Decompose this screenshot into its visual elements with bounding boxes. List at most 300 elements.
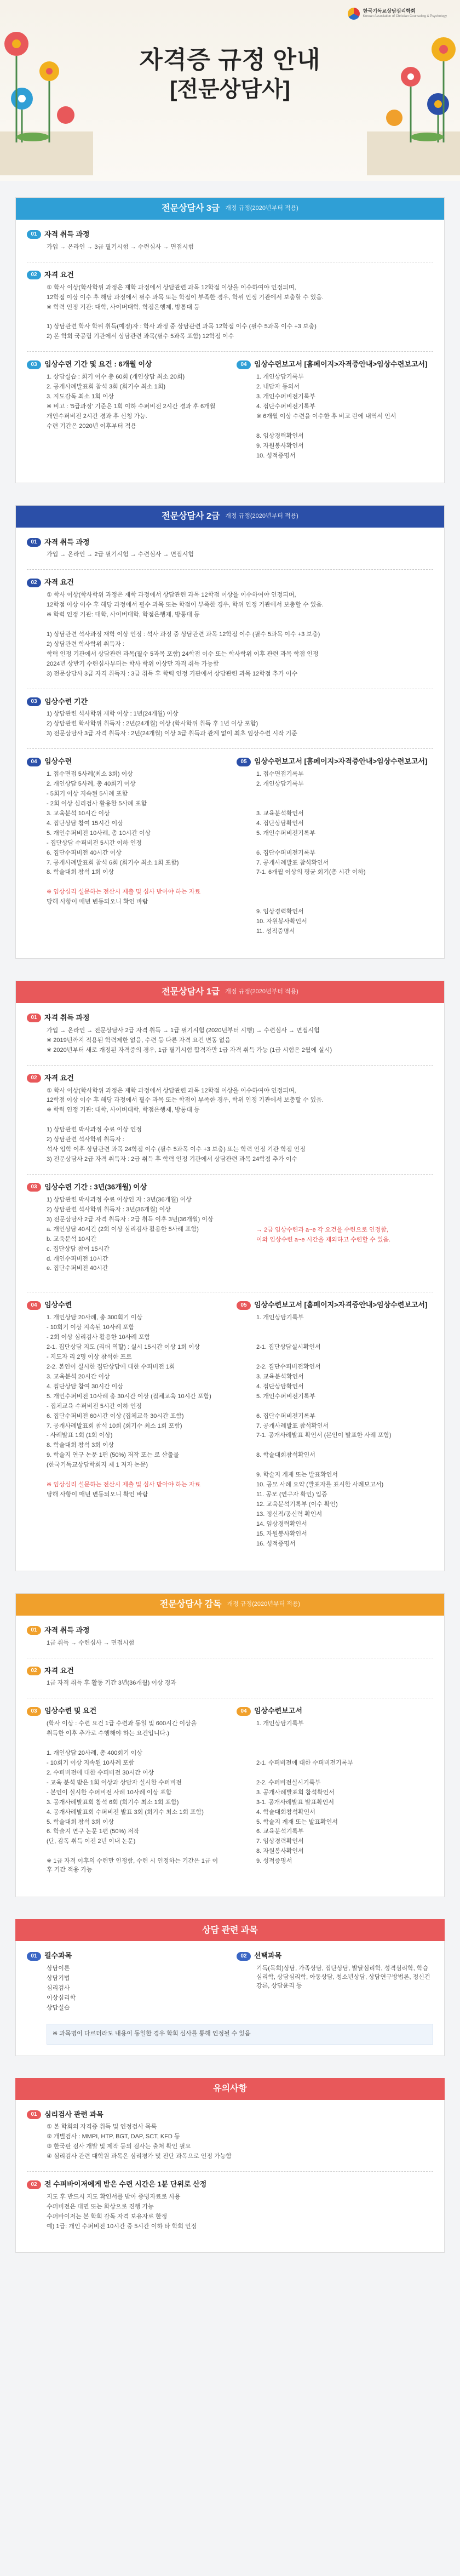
item-title bbox=[27, 2179, 433, 2190]
item-title-text: 자격 요건 bbox=[44, 578, 74, 587]
item-line: 1) 상담관련 박사과정 수료 이상 인정 bbox=[47, 1126, 142, 1134]
item-line: 2. 내담자 동의서 bbox=[256, 383, 300, 391]
item-title bbox=[27, 1666, 433, 1676]
section-title: 전문상담사 1급 bbox=[162, 987, 220, 997]
item-line: ※ 6개월 이상 수련을 이수한 후 비고 란에 내역서 인서 bbox=[256, 413, 396, 420]
item-line: 기독(목회)상담, 가족상담, 집단상담, 발달심리학, 성격심리학, 학습심리학, 상담심리학, 아동상담, 청소년상담, 상담연구방법론, 정신건강론, 상담윤리 등 bbox=[256, 1965, 430, 1989]
item-line: 9. 학술지 게재 또는 발표확인서 bbox=[256, 1472, 338, 1479]
item-line: 1. 개인상담기록부 bbox=[256, 374, 304, 381]
item-line: 2) 상담관련 학사학위 취득자 : bbox=[47, 640, 124, 648]
item-line: 12학점 이상 이수 후 해당 과정에서 필수 과목 또는 학점이 부족한 경우, 학위 인정 기관에서 보충할 수 있음. bbox=[47, 294, 324, 301]
section-header bbox=[16, 198, 444, 220]
item-line: ① 학사 이상(학사학위 과정은 재학 과정에서 상담관련 과목 12학점 이상을 이수하여야 인정되며, bbox=[47, 592, 296, 599]
item-line: 가입 → 온라인 → 3급 필기시험 → 수련심사 → 면접시험 bbox=[47, 243, 194, 250]
item-line: 1. 개인상담기록부 bbox=[256, 1314, 304, 1321]
item-line: 상담기법 bbox=[47, 1974, 70, 1982]
item-notice-tests bbox=[27, 2110, 433, 2162]
item-number-badge: 03 bbox=[27, 697, 41, 706]
divider bbox=[27, 1174, 433, 1175]
item-line: 수퍼바이저는 본 학회 감독 자격 보유자로 한정 bbox=[47, 2213, 168, 2220]
item-line: 2. 수퍼비전에 대한 수퍼비전 30시간 이상 bbox=[47, 1769, 154, 1776]
item-line: 이상심리학 bbox=[47, 1994, 76, 2001]
item-title bbox=[27, 697, 433, 707]
item-line: 3. 공개사례발표회 참석확인서 bbox=[256, 1789, 335, 1796]
item-line bbox=[237, 790, 433, 799]
item-title bbox=[27, 1013, 433, 1023]
item-number-badge: 05 bbox=[237, 1301, 251, 1310]
item-title-text: 임상수련보고서 [홈페이지>자격증안내>임상수련보고서] bbox=[254, 1301, 428, 1309]
item-line: 6. 집단수퍼비전 60시간 이상 (집체교육 30시간 포함) bbox=[47, 1412, 184, 1419]
consult-banner bbox=[15, 1919, 445, 1941]
item-line: ※ 2020년부터 새로 개정된 자격증의 경우, 1급 필기시험 합격자만 1급 자격 취득 가능 (1급 시험은 2월에 실시) bbox=[47, 1046, 332, 1054]
item-line: b. 교육분석 10시간 bbox=[47, 1235, 97, 1243]
item-report bbox=[237, 359, 433, 461]
item-line: a. 개인상담 40시간 (2회 이상 심리검사 활용한 5사례 포함) bbox=[47, 1226, 199, 1233]
item-line: ③ 한국판 검사 개발 및 제작 등의 검사는 출처 확인 필요 bbox=[47, 2143, 191, 2150]
item-period bbox=[27, 697, 433, 739]
item-line bbox=[27, 878, 223, 887]
item-line: 개인수퍼비전 2시간 경과 후 신청 가능. bbox=[47, 413, 147, 420]
item-title-text: 임상수련보고서 bbox=[254, 1707, 302, 1715]
item-line: - 사례발표 1회 (1회 이상) bbox=[47, 1432, 113, 1439]
item-line: 1) 상담관련 석사과정 재학 이상 인정 : 석사 과정 중 상담관련 과목 12학점 이수 (필수 5과목 이수 +3 보충) bbox=[47, 631, 320, 638]
item-line: 8. 임상경력확인서 bbox=[256, 432, 304, 439]
item-title bbox=[27, 2110, 433, 2120]
item-line: 7. 공개사례발표 참석확인서 bbox=[256, 1422, 329, 1429]
item-title-text: 임상수련 및 요건 bbox=[44, 1707, 97, 1715]
item-line: 1) 상담관련 박사과정 수료 이상인 자 : 3년(36개월) 이상 bbox=[47, 1196, 192, 1203]
item-line: 1) 상담관련 학사 학위 취득(예정)자 : 학사 과정 중 상담관련 과목 12학점 이수 (필수 5과목 이수 +3 보충) bbox=[47, 323, 317, 330]
item-line: 3. 교육분석확인서 bbox=[256, 810, 304, 817]
item-title bbox=[27, 1073, 433, 1084]
item-line: 6. 교육분석기록부 bbox=[256, 1828, 304, 1835]
item-line: 2. 공개사례발표회 참석 3회 (회기수 최소 1회) bbox=[47, 383, 166, 391]
item-number-badge: 01 bbox=[27, 1626, 41, 1635]
item-number-badge: 04 bbox=[27, 758, 41, 766]
item-line: - 2회 이상 심리검사 활용한 10사례 포함 bbox=[47, 1334, 151, 1341]
item-requirements bbox=[27, 1666, 433, 1688]
item-title-text: 필수과목 bbox=[44, 1951, 72, 1960]
item-line: ② 개별검사 : MMPI, HTP, BGT, DAP, SCT, KFD 등 bbox=[47, 2133, 180, 2140]
divider bbox=[27, 748, 433, 749]
item-number-badge: 02 bbox=[27, 1667, 41, 1675]
item-line: - 2회 이상 심리검사 활용한 5사례 포함 bbox=[47, 800, 147, 807]
two-column bbox=[27, 1182, 433, 1284]
item-title-text: 심리검사 관련 과목 bbox=[44, 2110, 104, 2119]
item-line: - 5회기 이상 지속된 5사례 포함 bbox=[47, 790, 128, 797]
item-line bbox=[237, 1441, 433, 1450]
logo-name: 한국기독교상담심리학회 bbox=[363, 8, 416, 14]
item-line: - 지도자 리 2명 이상 참석한 프로 bbox=[47, 1353, 132, 1360]
item-line: ① 본 학회의 자격증 취득 및 인정검사 목록 bbox=[47, 2123, 157, 2131]
item-title-text: 자격 취득 과정 bbox=[44, 1014, 90, 1022]
item-line: 7. 공개사례발표회 참석 6회 (회기수 최소 1회 포함) bbox=[47, 859, 179, 866]
item-line: d. 개인수퍼비전 10시간 bbox=[47, 1255, 108, 1262]
item-line: e. 집단수퍼비전 40시간 bbox=[47, 1265, 108, 1272]
item-line: 가입 → 온라인 → 전문상담사 2급 자격 취득 → 1급 필기시험 (2020년부터 시행) → 수련심사 → 면접시험 bbox=[47, 1027, 320, 1034]
item-line: 4. 집단상담 참여 30시간 이상 bbox=[47, 1383, 123, 1390]
item-number-badge: 01 bbox=[27, 1952, 41, 1961]
two-column bbox=[27, 359, 433, 471]
item-line: 16. 성적증명서 bbox=[256, 1540, 296, 1547]
item-line: ① 학사 이상(학사학위 과정은 재학 과정에서 상담관련 과목 12학점 이상을 이수하여야 인정되며, bbox=[47, 284, 296, 291]
section-title: 전문상담사 3급 bbox=[162, 204, 220, 214]
item-number-badge: 02 bbox=[27, 2180, 41, 2189]
item-notice-supervision bbox=[27, 2179, 433, 2231]
item-line: 7-1. 6개월 이상의 평균 회기(총 시간 이하) bbox=[256, 869, 366, 876]
item-title-text: 자격 요건 bbox=[44, 1666, 74, 1675]
item-line: 심리검사 bbox=[47, 1984, 70, 1991]
item-line: 8. 학술대회 참석 1회 이상 bbox=[47, 869, 114, 876]
item-line: 9. 자원봉사확인서 bbox=[256, 442, 304, 449]
item-line: ※ 비고 : '5급과정' 기준은 1회 이하 수퍼비전 2시간 경과 후 6개월 bbox=[47, 403, 216, 410]
item-line: 14. 임상경력확인서 bbox=[256, 1520, 307, 1527]
item-line: 3. 교육분석 20시간 이상 bbox=[47, 1373, 110, 1380]
item-elective-subjects bbox=[237, 1951, 433, 2014]
item-title bbox=[237, 1706, 433, 1716]
item-line: 4. 집단상담 참여 15시간 이상 bbox=[47, 820, 123, 827]
item-line: (한국기독교상담학회지 제 1 저자 논문) bbox=[47, 1462, 148, 1469]
section-body bbox=[16, 2100, 444, 2252]
item-line: - 집체교육 수퍼비전 5시간 이하 인정 bbox=[47, 1403, 142, 1410]
logo[interactable] bbox=[348, 8, 447, 20]
item-line: 12학점 이상 이수 후 해당 과정에서 필수 과목 또는 학점이 부족한 경우, 학위 인정 기관에서 보충할 수 있음. bbox=[47, 602, 324, 609]
item-line: ※ 2019년까지 적용된 학력제한 없음, 수련 등 다른 자격 요건 변동 없음 bbox=[47, 1037, 231, 1044]
item-line bbox=[237, 1403, 433, 1411]
two-column bbox=[27, 757, 433, 947]
item-line bbox=[27, 621, 433, 629]
item-line: 2. 개인상담 5사례, 총 40회기 이상 bbox=[47, 781, 136, 788]
item-line: 2) 상담관련 석사학위 취득자 : bbox=[47, 1136, 124, 1143]
item-line bbox=[237, 422, 433, 431]
item-line: 3. 교육분석 10시간 이상 bbox=[47, 810, 110, 817]
item-title bbox=[237, 359, 433, 370]
item-line: 3) 전문상담사 3급 자격 취득자 : 3급 취득 후 학력 인정 기관에서 상담관련 과목 12학점 추가 이수 bbox=[47, 670, 298, 677]
item-number-badge: 02 bbox=[27, 271, 41, 279]
item-line: - 10회기 이상 지속된 10사례 포함 bbox=[47, 1759, 135, 1766]
item-line: ※ 1급 자격 이후의 수련만 인정함, 수련 시 인정하는 기간은 1급 이후 기간 적용 가능 bbox=[47, 1858, 219, 1874]
item-line: 9. 학술지 연구 논문 1편 (50%) 저작 또는 로 산출물 bbox=[47, 1452, 180, 1459]
side-note-line: 이와 임상수련 a~e 시간을 제외하고 수련할 수 있음. bbox=[256, 1236, 391, 1243]
item-report bbox=[237, 1300, 433, 1549]
item-number-badge: 04 bbox=[27, 1301, 41, 1310]
item-title bbox=[27, 1706, 223, 1716]
page-subtitle: [전문상담사] bbox=[170, 77, 290, 101]
item-line: 2-1. 집단상담 지도 (리더 역할) : 실시 15시간 이상 1회 이상 bbox=[47, 1344, 200, 1351]
item-title-text: 자격 요건 bbox=[44, 270, 74, 279]
item-training bbox=[27, 757, 223, 937]
item-line bbox=[27, 1471, 223, 1480]
item-title-text: 자격 취득 과정 bbox=[44, 1625, 90, 1634]
item-requirements bbox=[27, 1073, 433, 1164]
item-number-badge: 02 bbox=[27, 579, 41, 587]
item-title bbox=[27, 1951, 223, 1961]
item-line: 9. 성적증명서 bbox=[256, 1858, 292, 1865]
item-title-text: 임상수련 기간 및 요건 : 6개월 이상 bbox=[44, 360, 152, 369]
item-line: (학사 이상 : 수련 요건 1급 수련과 동일 및 600시간 이상을 bbox=[47, 1720, 197, 1727]
item-line: 3) 전문상담사 2급 자격 취득자 : 2급 취득 이후 3년(36개월) 이상 bbox=[47, 1216, 214, 1223]
item-process bbox=[27, 1013, 433, 1055]
item-title-text: 자격 취득 과정 bbox=[44, 230, 90, 238]
item-period bbox=[27, 1182, 223, 1274]
item-line: 학력 인정 기관에서 상담관련 과목(필수 5과목 포함) 24학점 이수 또는 학사학위 이후 관련 과목 학점 인정 bbox=[47, 650, 319, 657]
item-number-badge: 04 bbox=[237, 1707, 251, 1716]
item-line: ※ 학력 인정 기관: 대학, 사이버대학, 학점은행제, 방통대 등 bbox=[47, 304, 200, 311]
item-line bbox=[237, 1333, 433, 1342]
item-number-badge: 01 bbox=[27, 1014, 41, 1022]
item-line: 11. 공모 (연구자 확인) 입증 bbox=[256, 1491, 327, 1498]
item-line: 예) 1급: 개인 수퍼비전 10시간 중 5시간 이하 타 학회 인정 bbox=[47, 2223, 197, 2230]
item-line bbox=[237, 1730, 433, 1738]
item-line: 7-1. 공개사례발표 확인서 (본인이 발표한 사례 포함) bbox=[256, 1432, 392, 1439]
item-line: 7. 공개사례발표 참석확인서 bbox=[256, 859, 329, 866]
two-column bbox=[27, 1951, 433, 2024]
item-line: 4. 집단상담확인서 bbox=[256, 820, 304, 827]
logo-subtitle: Korean Association of Christian Counseling & Psychology bbox=[363, 14, 447, 18]
item-number-badge: 01 bbox=[27, 230, 41, 239]
item-line: 3) 전문상담사 3급 자격 취득자 : 2년(24개월) 이상 3급 취득과 관계 없이 최초 임상수련 시작 기준 bbox=[47, 730, 297, 737]
item-number-badge: 01 bbox=[27, 2110, 41, 2119]
item-line: 1. 개인상담 20사례, 총 400회기 이상 bbox=[47, 1749, 142, 1756]
item-line bbox=[237, 800, 433, 809]
item-line bbox=[237, 839, 433, 848]
item-line bbox=[237, 888, 433, 897]
item-title bbox=[27, 537, 433, 548]
item-title bbox=[237, 757, 433, 767]
item-number-badge: 03 bbox=[27, 1707, 41, 1716]
item-line: 4. 집단수퍼비전기록부 bbox=[256, 403, 315, 410]
item-line: 3. 지도감독 최소 1회 이상 bbox=[47, 393, 114, 400]
item-title bbox=[27, 757, 223, 767]
item-line: 1. 접수면접 5사례(최소 3회) 이상 bbox=[47, 771, 133, 778]
page-title: 자격증 규정 안내 bbox=[139, 47, 321, 73]
item-line: - 집단상담 수퍼비전 5시간 이하 인정 bbox=[47, 839, 142, 846]
item-line bbox=[27, 313, 433, 322]
item-report bbox=[237, 1706, 433, 1876]
item-line: 9. 임상경력확인서 bbox=[256, 908, 304, 915]
side-note-line: → 2급 임상수련과 a~e 각 요건을 수련으로 인정함, bbox=[256, 1227, 388, 1234]
item-line: 4. 공개사례발표회 수퍼비전 발표 3회 (회기수 최소 1회 포함) bbox=[47, 1808, 204, 1816]
item-line: 2-2. 수퍼비전실시기록부 bbox=[256, 1779, 321, 1786]
item-title-text: 임상수련 기간 : 3년(36개월) 이상 bbox=[44, 1183, 147, 1192]
item-title bbox=[237, 1951, 433, 1961]
item-line: 13. 정신적/공신력 확인서 bbox=[256, 1510, 323, 1518]
item-line: 5. 개인수퍼비전기록부 bbox=[256, 1393, 315, 1400]
item-title bbox=[27, 359, 223, 370]
item-number-badge: 03 bbox=[27, 360, 41, 369]
item-line: 수련 기간은 2020년 이후부터 적용 bbox=[47, 422, 137, 430]
section-body bbox=[16, 528, 444, 959]
item-line: 2) 본 학회 국공립 기관에서 상담관련 과목(필수 5과목 포함) 12학점 이수 bbox=[47, 333, 234, 340]
item-line: 1. 접수면접기록부 bbox=[256, 771, 304, 778]
item-title-text: 자격 요건 bbox=[44, 1073, 74, 1082]
item-line: 5. 개인수퍼비전 10사례 총 30시간 이상 (집체교육 10시간 포함) bbox=[47, 1393, 211, 1400]
item-line: 2-2. 본인이 실시한 집단상담에 대한 수퍼비전 1회 bbox=[47, 1363, 175, 1370]
item-line bbox=[237, 1461, 433, 1470]
section-header bbox=[16, 981, 444, 1003]
item-title-text: 임상수련 기간 bbox=[44, 697, 88, 706]
item-line bbox=[237, 878, 433, 887]
item-line: 10. 공모 사례 요약 (발표자를 표시한 사례보고서) bbox=[256, 1481, 384, 1489]
item-line: 5. 학술지 게재 또는 발표확인서 bbox=[256, 1818, 338, 1825]
item-line: 6. 집단수퍼비전기록부 bbox=[256, 849, 315, 856]
item-line: 4. 집단상담확인서 bbox=[256, 1383, 304, 1390]
item-title bbox=[27, 577, 433, 588]
item-line: 1. 개인상담기록부 bbox=[256, 1720, 304, 1727]
section-level2 bbox=[15, 505, 445, 959]
item-line: ※ 학력 인정 기관: 대학, 사이버대학, 학점은행제, 방통대 등 bbox=[47, 611, 200, 619]
item-line: 1급 취득 → 수련심사 → 면접시험 bbox=[47, 1639, 135, 1646]
item-line: ※ 임상심리 설문하는 전산시 제출 및 심사 받아야 하는 자료 bbox=[47, 889, 201, 896]
item-number-badge: 04 bbox=[237, 360, 251, 369]
item-line: 5. 개인수퍼비전 10사례, 총 10시간 이상 bbox=[47, 829, 151, 837]
item-line: 2. 개인상담기록부 bbox=[256, 781, 304, 788]
item-line: 5. 개인수퍼비전기록부 bbox=[256, 829, 315, 837]
item-title bbox=[237, 1300, 433, 1310]
item-line: 3-1. 공개사례발표 발표확인서 bbox=[256, 1799, 334, 1806]
item-line: 1) 상담관련 석사학위 재학 이상 : 1년(24개월) 이상 bbox=[47, 711, 179, 718]
item-title bbox=[27, 1625, 433, 1636]
item-line: 3. 개인수퍼비전기록부 bbox=[256, 393, 315, 400]
item-line bbox=[237, 1324, 433, 1332]
item-line bbox=[237, 1739, 433, 1748]
item-required-subjects bbox=[27, 1951, 223, 2014]
item-line bbox=[237, 1769, 433, 1778]
item-line: ④ 심리검사 관련 대학원 과목은 심리평가 및 진단 과목으로 인정 가능함 bbox=[47, 2153, 232, 2160]
section-level3 bbox=[15, 197, 445, 483]
item-requirements bbox=[27, 270, 433, 341]
section-note: 개정 규정(2020년부터 적용) bbox=[225, 205, 298, 212]
item-line: c. 집단상담 참여 15시간 bbox=[47, 1245, 110, 1252]
section-note: 개정 규정(2020년부터 적용) bbox=[225, 512, 298, 519]
item-training bbox=[27, 359, 223, 461]
item-line: 7. 임상경력확인서 bbox=[256, 1838, 304, 1845]
section-level1 bbox=[15, 981, 445, 1571]
item-line: 1. 상담실습 : 회기 이수 총 60회 (개인상담 최소 20회) bbox=[47, 374, 185, 381]
item-requirements bbox=[27, 577, 433, 678]
item-line: 6. 집단수퍼비전기록부 bbox=[256, 1412, 315, 1419]
divider bbox=[27, 351, 433, 352]
item-line: 지도 후 반드시 지도 확인서를 받아 증빙자료로 사용 bbox=[47, 2194, 181, 2201]
section-title: 전문상담사 2급 bbox=[162, 511, 220, 521]
item-number-badge: 02 bbox=[237, 1952, 251, 1961]
item-line: 2) 상담관련 학사학위 취득자 : 2년(24개월) 이상 (학사학위 취득 후 1년 이상 포함) bbox=[47, 720, 258, 728]
item-line: 석사 입학 이후 상담관련 과목 24학점 이수 (필수 5과목 이수 +3 보충) 또는 학력 인정 기관 학점 인정 bbox=[47, 1146, 306, 1153]
item-line: 10. 자원봉사확인서 bbox=[256, 918, 307, 925]
item-line: 2-1. 수퍼비전에 대한 수퍼비전기록부 bbox=[256, 1759, 353, 1766]
item-title-text: 전 수퍼바이저에게 받은 수련 시간은 1분 단위로 산정 bbox=[44, 2180, 207, 2189]
item-line: ① 학사 이상(학사학위 과정은 재학 과정에서 상담관련 과목 12학점 이상을 이수하여야 인정되며, bbox=[47, 1087, 296, 1094]
section-supervisor bbox=[15, 1593, 445, 1897]
item-line: 상담이론 bbox=[47, 1965, 70, 1972]
item-line: 취득한 이후 추가로 수행해야 하는 요건입니다.) bbox=[47, 1730, 169, 1737]
item-title bbox=[27, 230, 433, 240]
item-line: 8. 학술대회 참석 3회 이상 bbox=[47, 1442, 114, 1449]
item-line bbox=[27, 1739, 223, 1748]
divider bbox=[27, 1065, 433, 1066]
item-line: 2-1. 집단상담실시확인서 bbox=[256, 1344, 321, 1351]
divider bbox=[27, 569, 433, 570]
item-title-text: 선택과목 bbox=[254, 1951, 282, 1960]
item-number-badge: 02 bbox=[27, 1074, 41, 1083]
item-line: ※ 학력 인정 기관: 대학, 사이버대학, 학점은행제, 방통대 등 bbox=[47, 1107, 200, 1114]
item-period-side bbox=[237, 1182, 433, 1274]
item-title-text: 임상수련보고서 [홈페이지>자격증안내>임상수련보고서] bbox=[254, 360, 428, 369]
item-line: 8. 자원봉사확인서 bbox=[256, 1848, 304, 1855]
item-title bbox=[27, 270, 433, 281]
item-line: 8. 학술대회참석확인서 bbox=[256, 1452, 315, 1459]
section-title: 전문상담사 감독 bbox=[159, 1600, 222, 1610]
item-line: 15. 자원봉사확인서 bbox=[256, 1530, 307, 1537]
item-line: 3) 전문상담사 2급 자격 취득자 : 2급 취득 후 학력 인정 기관에서 상담관련 과목 24학점 추가 이수 bbox=[47, 1156, 298, 1163]
item-line: 6. 학술지 연구 논문 1편 (50%) 저작 bbox=[47, 1828, 140, 1835]
item-line: 1급 자격 취득 후 활동 기간 3년(36개월) 이상 경과 bbox=[47, 1680, 176, 1687]
item-line bbox=[237, 1749, 433, 1758]
section-body bbox=[16, 1941, 444, 2055]
item-line: 당해 사항이 매년 변동되오니 확인 바람 bbox=[47, 898, 148, 906]
section-note: 개정 규정(2020년부터 적용) bbox=[227, 1600, 301, 1607]
item-number-badge: 05 bbox=[237, 758, 251, 766]
item-line bbox=[27, 1847, 223, 1856]
section-header bbox=[16, 506, 444, 528]
item-title-text: 자격 취득 과정 bbox=[44, 537, 90, 546]
item-line: (단, 감독 취득 이전 2년 이내 논문) bbox=[47, 1838, 136, 1845]
item-line: 5. 학술대회 참석 3회 이상 bbox=[47, 1818, 114, 1825]
item-training bbox=[27, 1706, 223, 1876]
item-title-text: 임상수련 bbox=[44, 757, 72, 766]
two-column bbox=[27, 1706, 433, 1886]
item-line: 당해 사항이 매년 변동되오니 확인 바람 bbox=[47, 1491, 148, 1498]
divider bbox=[27, 2171, 433, 2172]
item-line: 3. 공개사례발표회 참석 6회 (회기수 최소 1회 포함) bbox=[47, 1799, 179, 1806]
section-note: 개정 규정(2020년부터 적용) bbox=[225, 988, 298, 995]
item-process bbox=[27, 1625, 433, 1648]
item-line: 12학점 이상 이수 후 해당 과정에서 필수 과목 또는 학점이 부족한 경우, 학위 인정 기관에서 보충할 수 있음. bbox=[47, 1097, 324, 1104]
notice-banner bbox=[15, 2078, 445, 2100]
item-line: - 10회기 이상 지속된 10사례 포함 bbox=[47, 1324, 135, 1331]
section-body bbox=[16, 220, 444, 483]
item-line: 10. 성적증명서 bbox=[256, 452, 296, 459]
section-body bbox=[16, 1003, 444, 1571]
item-number-badge: 03 bbox=[27, 1183, 41, 1192]
item-line: 상담실습 bbox=[47, 2004, 70, 2011]
item-line: 3. 교육분석확인서 bbox=[256, 1373, 304, 1380]
item-line: 6. 집단수퍼비전 40시간 이상 bbox=[47, 849, 122, 856]
section-body bbox=[16, 1616, 444, 1897]
item-line: 4. 학술대회참석확인서 bbox=[256, 1808, 315, 1816]
item-line: 수퍼비전은 대면 또는 화상으로 진행 가능 bbox=[47, 2203, 154, 2210]
hero-banner bbox=[0, 0, 460, 181]
item-line bbox=[237, 1353, 433, 1362]
consult-title: 상담 관련 과목 bbox=[202, 1925, 258, 1935]
section-header bbox=[16, 1594, 444, 1616]
consult-note: ※ 과목명이 다르더라도 내용이 동일한 경우 학회 심사를 통해 인정될 수 있음 bbox=[47, 2024, 433, 2045]
item-number-badge: 01 bbox=[27, 538, 41, 547]
item-line: 11. 성적증명서 bbox=[256, 928, 295, 935]
item-title-text: 임상수련 bbox=[44, 1301, 72, 1309]
item-title bbox=[27, 1182, 223, 1193]
item-line: 7. 공개사례발표회 참석 10회 (회기수 최소 1회 포함) bbox=[47, 1422, 182, 1429]
item-process bbox=[27, 230, 433, 252]
item-line: - 교육 분석 받은 1회 이상과 상담자 실시한 수퍼비전 bbox=[47, 1779, 182, 1786]
section-consult bbox=[15, 1941, 445, 2056]
item-training bbox=[27, 1300, 223, 1549]
item-line: 1. 개인상담 20사례, 총 300회기 이상 bbox=[47, 1314, 142, 1321]
two-column bbox=[27, 1300, 433, 1559]
item-process bbox=[27, 537, 433, 560]
item-line: - 본인이 실시한 수퍼비전 사례 10사례 이상 포함 bbox=[47, 1789, 172, 1796]
logo-mark-icon bbox=[348, 8, 360, 20]
